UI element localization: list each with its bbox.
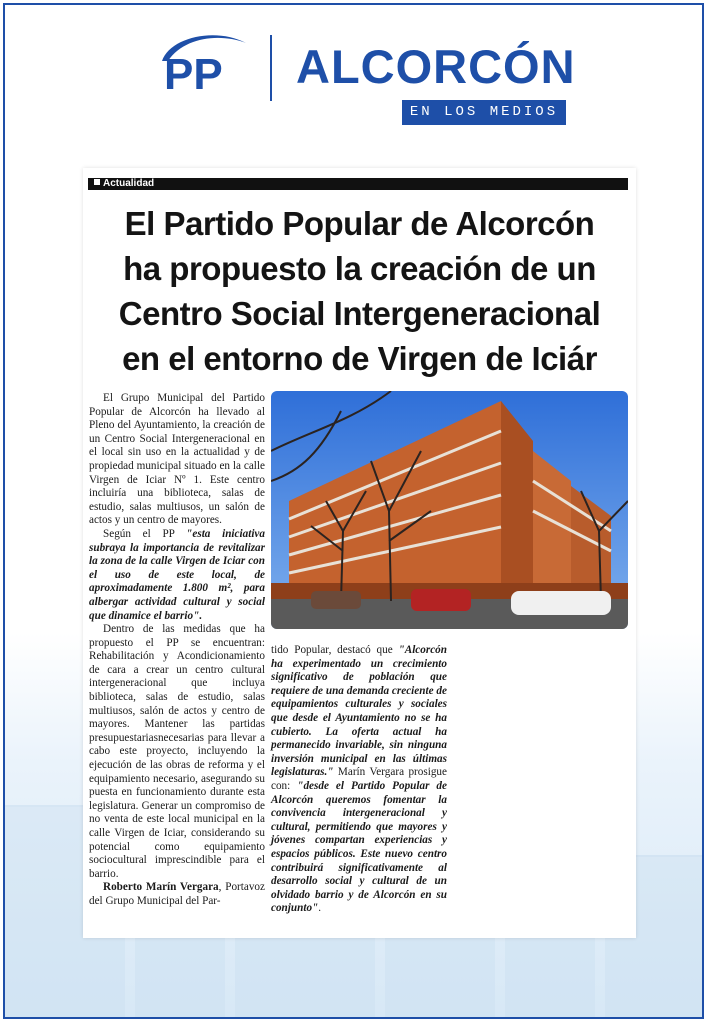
- article-column-2: [271, 644, 447, 916]
- city-name: ALCORCÓN: [296, 40, 576, 93]
- page-frame: [3, 3, 704, 1019]
- paragraph-2-lead: Según el PP: [103, 527, 187, 540]
- quote-2: "desde el Partido Popular de Alcorcón queremos fomentar la convivencia intergeneracional y cultural, permitiendo que mayores y jóvenes compartan experiencias y espacios públicos. Este nuevo centro contribuirá significativamente al desarrollo social y cultural de un olvidado barrio y de Alcorcón en su conjunto": [271, 779, 447, 915]
- quote-1: "Alcorcón ha experimentado un crecimiento significativo de población que requiere de una demanda creciente de equipamientos culturales y sociales que desde el Ayuntamiento no se ha cubierto. La oferta actual ha permanecido invariable, sin ninguna inversión municipal en las últimas legislaturas.": [271, 644, 447, 779]
- headline: [83, 201, 636, 381]
- headline-line-3: Centro Social Intergeneracional: [118, 295, 601, 332]
- headline-line-2: ha propuesto la creación de un: [123, 250, 596, 287]
- building-photo-image: [271, 391, 628, 629]
- header-logo: [158, 31, 576, 126]
- brand-mark-text: PP: [164, 50, 223, 93]
- paragraph-4-rest: , Portavoz del Grupo Municipal del Par-: [89, 881, 265, 907]
- news-clipping: [83, 168, 636, 938]
- headline-line-1: El Partido Popular de Alcorcón: [124, 205, 595, 242]
- paragraph-1: El Grupo Municipal del Partido Popular de Alcorcón ha llevado al Pleno del Ayuntamiento, la creación de un Centro Social Intergeneracional en el local sin uso en la actualidad y de propiedad municipal situado en la calle Virgen de Iciar Nº 1. Este centro incluiría una biblioteca, salas de estudio, salas multiusos, un salón de actos y un centro de mayores.: [89, 392, 265, 527]
- paragraph-4: [89, 881, 265, 908]
- paragraph-5-mid: Marín Vergara prosigue con:: [271, 766, 447, 792]
- section-label: [94, 178, 154, 190]
- paragraph-2-quote: "esta iniciativa subraya la importancia de revitalizar la zona de la calle Virgen de Iciar con el uso de este local, de aproximadamente 1.800 m², para albergar actividad cultural y social que dinamice el barrio".: [89, 527, 265, 622]
- paragraph-3: Dentro de las medidas que ha propuesto el PP se encuentran: Rehabilitación y Acondicionamiento de cara a crear un centro cultural intergeneracional que incluya biblioteca, salas de estudio, salas multiusos, salón de actos y centro de mayores. Mantener las partidas presupuestariasnecesarias para llevar a cabo este proyecto, incluyendo la ejecución de las obras de reforma y el equipamiento necesario, asegurando su puesta en funcionamiento durante esta legislatura. Generar un compromiso de no venta de este local municipal en la calle Virgen de Iciar, considerando su potencial como equipamiento sociocultural imprescindible para el barrio.: [89, 623, 265, 880]
- article-column-1: [89, 392, 265, 909]
- paragraph-5-end: .: [318, 902, 322, 915]
- building-photo: [271, 391, 628, 629]
- headline-line-4: en el entorno de Virgen de Iciár: [122, 340, 597, 377]
- logo-divider: [270, 35, 272, 101]
- media-tagline: EN LOS MEDIOS: [402, 100, 566, 125]
- paragraph-5: [271, 644, 447, 916]
- section-label-text: Actualidad: [103, 178, 155, 189]
- spokesperson-name: Roberto Marín Vergara: [103, 881, 219, 894]
- section-bar: [88, 178, 628, 190]
- paragraph-2: [89, 528, 265, 623]
- paragraph-5-lead: tido Popular, destacó que: [271, 644, 399, 656]
- pp-logo-icon: [158, 31, 250, 93]
